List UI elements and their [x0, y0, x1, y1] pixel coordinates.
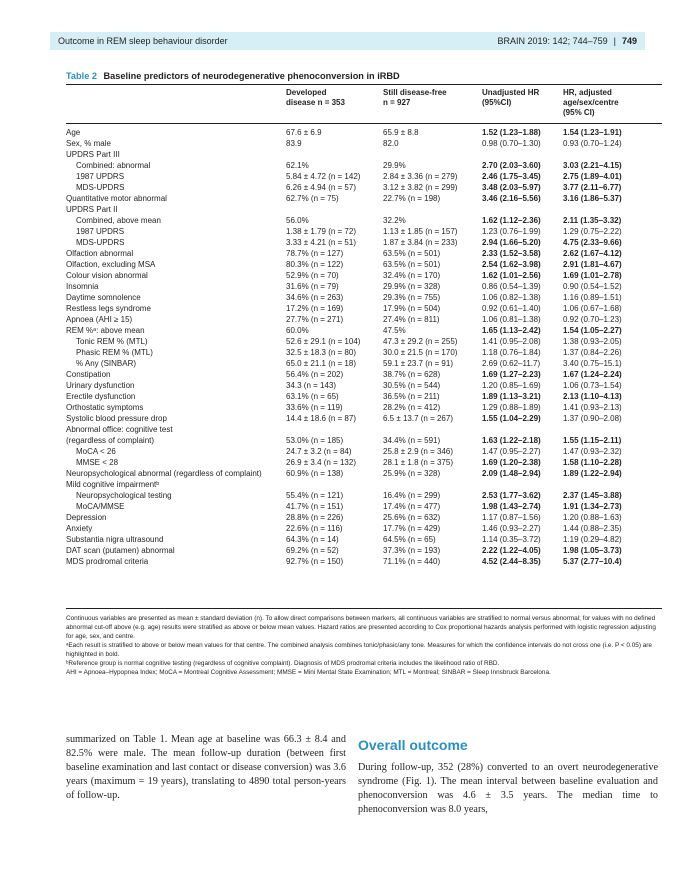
table-cell: 1.67 (1.24–2.24) [563, 370, 622, 379]
table-cell: 2.84 ± 3.36 (n = 279) [383, 172, 458, 181]
table-cell: 64.5% (n = 65) [383, 535, 436, 544]
table-cell: 16.4% (n = 299) [383, 491, 441, 500]
table-row [66, 314, 662, 325]
table-cell: 17.4% (n = 477) [383, 502, 441, 511]
table-row [66, 325, 662, 336]
table-cell: 56.0% [286, 216, 309, 225]
table-cell: 1.62 (1.01–2.56) [482, 271, 541, 280]
table-cell: 47.5% [383, 326, 406, 335]
table-row [66, 457, 662, 468]
table-cell: 1.20 (0.88–1.63) [563, 513, 622, 522]
table-cell: 3.16 (1.86–5.37) [563, 194, 622, 203]
table-cell: 0.92 (0.70–1.23) [563, 315, 622, 324]
table-row [66, 182, 662, 193]
table-cell: 27.7% (n = 271) [286, 315, 344, 324]
table-cell: 1.47 (0.93–2.32) [563, 447, 622, 456]
table-cell: Erectile dysfunction [66, 392, 136, 401]
table-cell: 32.4% (n = 170) [383, 271, 441, 280]
table-cell: 1.89 (1.13–3.21) [482, 392, 541, 401]
table-cell: 80.3% (n = 122) [286, 260, 344, 269]
table-cell: 1.19 (0.29–4.82) [563, 535, 622, 544]
table-cell: 1.37 (0.90–2.08) [563, 414, 622, 423]
table-row [66, 556, 662, 567]
table-cell: 1.38 (0.93–2.05) [563, 337, 622, 346]
footnote: ᵇReference group is normal cognitive testing (regardless of cognitive complaint). Diagnosis of MDS prodromal criteria includes the likelihood ratio of RBD. [66, 660, 500, 667]
table-cell: 3.40 (0.75–15.1) [563, 359, 622, 368]
col-header-adjusted-hr: HR, adjusted age/sex/centre (95% CI) [563, 88, 619, 117]
table-cell: 71.1% (n = 440) [383, 557, 441, 566]
table-cell: 0.86 (0.54–1.39) [482, 282, 541, 291]
table-cell: 32.5 ± 18.3 (n = 80) [286, 348, 356, 357]
table-row [66, 292, 662, 303]
table-cell: MoCA < 26 [76, 447, 116, 456]
table-cell: 78.7% (n = 127) [286, 249, 344, 258]
table-cell: 26.9 ± 3.4 (n = 132) [286, 458, 356, 467]
table-cell: 5.84 ± 4.72 (n = 142) [286, 172, 361, 181]
table-cell: Combined, above mean [76, 216, 161, 225]
table-cell: 32.2% [383, 216, 406, 225]
table-cell: 0.98 (0.70–1.30) [482, 139, 541, 148]
table-cell: 1.69 (1.27–2.23) [482, 370, 541, 379]
table-row [66, 138, 662, 149]
table-cell: Systolic blood pressure drop [66, 414, 167, 423]
running-title: Outcome in REM sleep behaviour disorder [58, 36, 228, 46]
table-cell: 1.06 (0.81–1.38) [482, 315, 541, 324]
table-cell: REM %ᵃ: above mean [66, 326, 145, 335]
table-top-rule [66, 84, 662, 85]
journal-info [498, 36, 637, 46]
table-cell: 17.2% (n = 169) [286, 304, 344, 313]
table-cell: 62.1% [286, 161, 309, 170]
table-cell: 29.3% (n = 755) [383, 293, 441, 302]
table-cell: Daytime somnolence [66, 293, 141, 302]
table-cell: 2.11 (1.35–3.32) [563, 216, 622, 225]
table-cell: 3.48 (2.03–5.97) [482, 183, 541, 192]
table-cell: Insomnia [66, 282, 99, 291]
table-cell: 1.44 (0.88–2.35) [563, 524, 622, 533]
table-cell: 2.54 (1.62–3.98) [482, 260, 541, 269]
table-cell: 1.89 (1.22–2.94) [563, 469, 622, 478]
footnote: AHI = Apnoea–Hypopnea Index; MoCA = Montreal Cognitive Assessment; MMSE = Mini Mental State Examination; MTL = Montreal; SINBAR = Sleep Innsbruck Barcelona. [66, 669, 551, 676]
table-cell: 30.0 ± 21.5 (n = 170) [383, 348, 458, 357]
table-cell: 1.69 (1.01–2.78) [563, 271, 622, 280]
table-cell: 1.47 (0.95–2.27) [482, 447, 541, 456]
table-row [66, 501, 662, 512]
table-cell: DAT scan (putamen) abnormal [66, 546, 175, 555]
table-cell: 1.14 (0.35–3.72) [482, 535, 541, 544]
table-cell: Colour vision abnormal [66, 271, 148, 280]
table-cell: 1.18 (0.76–1.84) [482, 348, 541, 357]
table-cell: MDS-UPDRS [76, 183, 125, 192]
body-text-left: summarized on Table 1. Mean age at baseline was 66.3 ± 8.4 and 82.5% were male. The mean follow-up duration (between first baseline examination and last contact or disease conversion) was 3.6 years (maximum = 19 years), translating to 4890 total person-years of follow-up. [66, 734, 346, 801]
table-cell: 53.0% (n = 185) [286, 436, 344, 445]
table-row [66, 160, 662, 171]
table-row [66, 424, 662, 435]
table-cell: 3.33 ± 4.21 (n = 51) [286, 238, 356, 247]
table-cell: Phasic REM % (MTL) [76, 348, 153, 357]
footnote: ᵃEach result is stratified to above or below mean values for that centre. The combined analysis combines tonic/phasic/any tone. Measures for which the confidence intervals do not cross one (i.e. P < 0.05) are highlighted in bold. [66, 642, 652, 658]
table-cell: 0.92 (0.61–1.40) [482, 304, 541, 313]
table-cell: Olfaction, excluding MSA [66, 260, 156, 269]
table-cell: 1.63 (1.22–2.18) [482, 436, 541, 445]
table-cell: 63.1% (n = 65) [286, 392, 339, 401]
table-cell: 2.13 (1.10–4.13) [563, 392, 622, 401]
page-number: 749 [621, 36, 637, 46]
footnote: Continuous variables are presented as mean ± standard deviation (n). To allow direct comparisons between markers, all continuous variables are stratified to normal versus abnormal; for values with no defined abnormal cut-off above (e.g. age) results were stratified as above or below mean values. Hazard ratios are presented according to Cox proportional hazards analysis performed with logistic regression adjusting for age, sex, and centre. [66, 615, 656, 640]
table-row [66, 248, 662, 259]
table-cell: 17.9% (n = 504) [383, 304, 441, 313]
table-row [66, 347, 662, 358]
table-cell: UPDRS Part II [66, 205, 118, 214]
table-cell: 30.5% (n = 544) [383, 381, 441, 390]
table-cell: 1.29 (0.88–1.89) [482, 403, 541, 412]
table-row [66, 259, 662, 270]
table-row [66, 446, 662, 457]
table-cell: 24.7 ± 3.2 (n = 84) [286, 447, 352, 456]
table-row [66, 512, 662, 523]
table-cell: 1.55 (1.04–2.29) [482, 414, 541, 423]
table-cell: 1.69 (1.20–2.38) [482, 458, 541, 467]
section-title: Overall outcome [358, 737, 468, 753]
table-row [66, 215, 662, 226]
table-cell: 1.46 (0.93–2.27) [482, 524, 541, 533]
table-cell: Substantia nigra ultrasound [66, 535, 164, 544]
table-cell: 6.26 ± 4.94 (n = 57) [286, 183, 356, 192]
table-cell: 1.98 (1.05–3.73) [563, 546, 622, 555]
table-cell: 5.37 (2.77–10.4) [563, 557, 622, 566]
table-row [66, 149, 662, 160]
table-cell: 22.7% (n = 198) [383, 194, 441, 203]
table-row [66, 204, 662, 215]
table-row [66, 391, 662, 402]
table-cell: 55.4% (n = 121) [286, 491, 344, 500]
table-cell: 2.75 (1.89–4.01) [563, 172, 622, 181]
table-cell: Anxiety [66, 524, 93, 533]
table-cell: 92.7% (n = 150) [286, 557, 344, 566]
table-cell: Apnoea (AHI ≥ 15) [66, 315, 133, 324]
col-header-disease-free: Still disease-free n = 927 [383, 88, 447, 107]
journal-citation: BRAIN 2019: 142; 744–759 [497, 36, 608, 46]
table-row [66, 270, 662, 281]
table-cell: 37.3% (n = 193) [383, 546, 441, 555]
col-header-developed: Developed disease n = 353 [286, 88, 345, 107]
table-cell: 2.22 (1.22–4.05) [482, 546, 541, 555]
running-header [50, 32, 645, 50]
table-row [66, 303, 662, 314]
table-cell: 52.9% (n = 70) [286, 271, 339, 280]
table-row [66, 490, 662, 501]
table-row [66, 127, 662, 138]
table-cell: 31.6% (n = 79) [286, 282, 339, 291]
table-cell: 1.98 (1.43–2.74) [482, 502, 541, 511]
table-cell: Abnormal office: cognitive test [66, 425, 173, 434]
table-cell: 52.6 ± 29.1 (n = 104) [286, 337, 361, 346]
table-cell: 63.5% (n = 501) [383, 260, 441, 269]
table-row [66, 435, 662, 446]
table-cell: 1.38 ± 1.79 (n = 72) [286, 227, 356, 236]
table-cell: 65.0 ± 21.1 (n = 18) [286, 359, 356, 368]
table-row [66, 369, 662, 380]
table-cell: 14.4 ± 18.6 (n = 87) [286, 414, 356, 423]
table-cell: 2.53 (1.77–3.62) [482, 491, 541, 500]
table-cell: 64.3% (n = 14) [286, 535, 339, 544]
table-label: Table 2 [66, 71, 97, 81]
table-cell: 2.09 (1.48–2.94) [482, 469, 541, 478]
table-cell: UPDRS Part III [66, 150, 120, 159]
table-cell: 2.91 (1.81–4.67) [563, 260, 622, 269]
table-cell: 65.9 ± 8.8 [383, 128, 419, 137]
table-cell: MMSE < 28 [76, 458, 119, 467]
table-cell: 0.90 (0.54–1.52) [563, 282, 622, 291]
table-cell: 1.91 (1.34–2.73) [563, 502, 622, 511]
table-cell: 2.37 (1.45–3.88) [563, 491, 622, 500]
table-cell: 1987 UPDRS [76, 172, 125, 181]
table-row [66, 193, 662, 204]
table-cell: 34.3 (n = 143) [286, 381, 337, 390]
table-cell: 1.29 (0.75–2.22) [563, 227, 622, 236]
table-cell: 1.54 (1.23–1.91) [563, 128, 622, 137]
table-cell: 25.8 ± 2.9 (n = 346) [383, 447, 453, 456]
table-cell: 28.8% (n = 226) [286, 513, 344, 522]
table-body [66, 127, 662, 567]
table-cell: 3.12 ± 3.82 (n = 299) [383, 183, 458, 192]
table-cell: 41.7% (n = 151) [286, 502, 344, 511]
table-cell: 1.16 (0.89–1.51) [563, 293, 622, 302]
table-cell: 62.7% (n = 75) [286, 194, 339, 203]
table-cell: MDS-UPDRS [76, 238, 125, 247]
table-cell: 29.9% (n = 328) [383, 282, 441, 291]
table-cell: 33.6% (n = 119) [286, 403, 343, 412]
table-cell: 60.0% [286, 326, 309, 335]
table-cell: 60.9% (n = 138) [286, 469, 344, 478]
table-cell: 1.55 (1.15–2.11) [563, 436, 622, 445]
table-cell: 3.46 (2.16–5.56) [482, 194, 541, 203]
table-cell: Sex, % male [66, 139, 111, 148]
table-cell: Depression [66, 513, 107, 522]
table-cell: 6.5 ± 13.7 (n = 267) [383, 414, 453, 423]
table-cell: 63.5% (n = 501) [383, 249, 441, 258]
table-cell: Tonic REM % (MTL) [76, 337, 148, 346]
table-cell: 69.2% (n = 52) [286, 546, 339, 555]
table-cell: 1.58 (1.10–2.28) [563, 458, 622, 467]
table-cell: 29.9% [383, 161, 406, 170]
table-cell: 83.9 [286, 139, 302, 148]
table-cell: 2.70 (2.03–3.60) [482, 161, 541, 170]
overall-outcome-section [358, 737, 658, 817]
table-caption [66, 71, 400, 81]
table-cell: 2.62 (1.67–4.12) [563, 249, 622, 258]
table-cell: 2.46 (1.75–3.45) [482, 172, 541, 181]
table-row [66, 171, 662, 182]
table-cell: 2.69 (0.62–11.7) [482, 359, 541, 368]
col-header-unadjusted-hr: Unadjusted HR (95%CI) [482, 88, 540, 107]
table-cell: Urinary dysfunction [66, 381, 135, 390]
table-cell: 28.2% (n = 412) [383, 403, 441, 412]
table-row [66, 402, 662, 413]
table-cell: 2.33 (1.52–3.58) [482, 249, 541, 258]
table-cell: 67.6 ± 6.9 [286, 128, 322, 137]
table-row [66, 479, 662, 490]
table-cell: Restless legs syndrome [66, 304, 151, 313]
table-cell: Neuropsychological testing [76, 491, 172, 500]
table-cell: Combined: abnormal [76, 161, 151, 170]
table-row [66, 237, 662, 248]
table-cell: 1.41 (0.95–2.08) [482, 337, 541, 346]
table-cell: Mild cognitive impairmentᵇ [66, 480, 160, 489]
table-row [66, 336, 662, 347]
table-cell: Constipation [66, 370, 111, 379]
table-row [66, 281, 662, 292]
table-cell: 1.17 (0.87–1.56) [482, 513, 541, 522]
table-cell: 1.54 (1.05–2.27) [563, 326, 622, 335]
table-cell: 27.4% (n = 811) [383, 315, 440, 324]
table-cell: Orthostatic symptoms [66, 403, 144, 412]
table-cell: 59.1 ± 23.7 (n = 91) [383, 359, 453, 368]
table-title: Baseline predictors of neurodegenerative phenoconversion in iRBD [103, 71, 400, 81]
table-row [66, 380, 662, 391]
table-footnotes [66, 614, 662, 677]
table-cell: 25.6% (n = 632) [383, 513, 441, 522]
table-cell: 2.94 (1.66–5.20) [482, 238, 541, 247]
table-cell: 1.06 (0.73–1.54) [563, 381, 622, 390]
table-cell: 1.06 (0.67–1.68) [563, 304, 622, 313]
table-cell: 25.9% (n = 328) [383, 469, 441, 478]
table-cell: MDS prodromal criteria [66, 557, 149, 566]
table-cell: 34.4% (n = 591) [383, 436, 441, 445]
table-cell: 1.87 ± 3.84 (n = 233) [383, 238, 458, 247]
table-cell: 56.4% (n = 202) [286, 370, 344, 379]
table-row [66, 468, 662, 479]
table-row [66, 534, 662, 545]
table-cell: 1.23 (0.76–1.99) [482, 227, 541, 236]
table-cell: 3.03 (2.21–4.15) [563, 161, 622, 170]
table-cell: 82.0 [383, 139, 399, 148]
table-row [66, 226, 662, 237]
table-cell: % Any (SINBAR) [76, 359, 137, 368]
table-cell: 22.6% (n = 116) [286, 524, 343, 533]
table-cell: 1.41 (0.93–2.13) [563, 403, 622, 412]
table-cell: 17.7% (n = 429) [383, 524, 441, 533]
table-row [66, 523, 662, 534]
table-cell: 1.37 (0.84–2.26) [563, 348, 622, 357]
table-cell: (regardless of complaint) [66, 436, 155, 445]
table-cell: 1.65 (1.13–2.42) [482, 326, 541, 335]
table-cell: 1987 UPDRS [76, 227, 125, 236]
table-bottom-rule [66, 608, 662, 609]
table-cell: 1.20 (0.85–1.69) [482, 381, 541, 390]
table-cell: 1.06 (0.82–1.38) [482, 293, 541, 302]
table-cell: Quantitative motor abnormal [66, 194, 167, 203]
header-separator: | [613, 36, 616, 46]
table-cell: Neuropsychological abnormal (regardless of complaint) [66, 469, 262, 478]
table-row [66, 545, 662, 556]
table-cell: 4.75 (2.33–9.66) [563, 238, 622, 247]
table-row [66, 413, 662, 424]
table-cell: 3.77 (2.11–6.77) [563, 183, 622, 192]
table-cell: 47.3 ± 29.2 (n = 255) [383, 337, 458, 346]
table-cell: 1.62 (1.12–2.36) [482, 216, 541, 225]
table-header-rule [66, 123, 662, 124]
table-cell: 1.13 ± 1.85 (n = 157) [383, 227, 458, 236]
table-cell: Olfaction abnormal [66, 249, 134, 258]
table-cell: 34.6% (n = 263) [286, 293, 344, 302]
table-row [66, 358, 662, 369]
table-cell: 0.93 (0.70–1.24) [563, 139, 622, 148]
table-cell: MoCA/MMSE [76, 502, 125, 511]
table-cell: 4.52 (2.44–8.35) [482, 557, 541, 566]
table-cell: 36.5% (n = 211) [383, 392, 440, 401]
table-cell: 28.1 ± 1.8 (n = 375) [383, 458, 453, 467]
table-cell: 1.52 (1.23–1.88) [482, 128, 541, 137]
table-cell: Age [66, 128, 81, 137]
table-cell: 38.7% (n = 628) [383, 370, 441, 379]
section-text: During follow-up, 352 (28%) converted to an overt neurodegenerative syndrome (Fig. 1). The mean interval between baseline evaluation and phenoconversion was 4.6 ± 3.5 years. The median time to phenoconversion was 8.0 years, [358, 762, 658, 815]
